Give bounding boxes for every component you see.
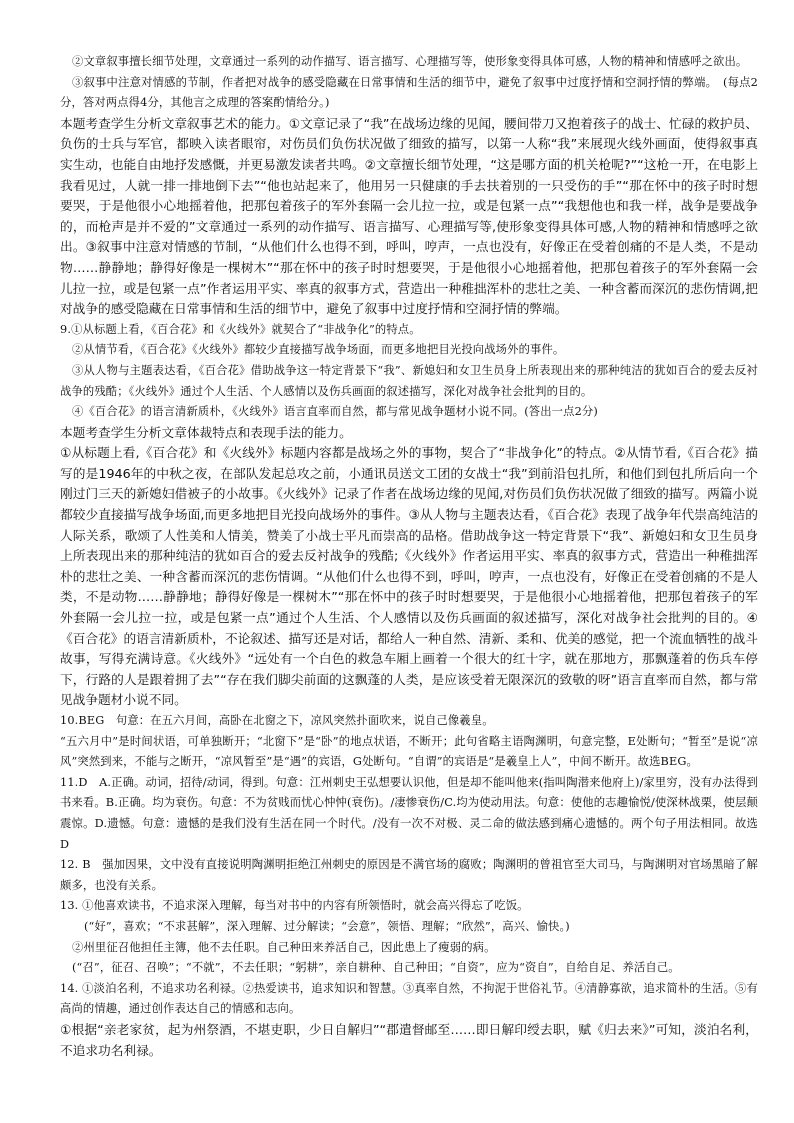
answer-9-point-4: ④《百合花》的语言清新质朴，《火线外》语言直率而自然，都与常见战争题材小说不同。(答出一点2分) [72,405,598,419]
answer-13-part-1: 13. ①他喜欢读书，不追求深入理解，每当对书中的内容有所领悟时，就会高兴得忘了吃饭。 [60,899,529,913]
analysis-9-intro: 本题考查学生分析文章体裁特点和表现手法的能力。 [60,424,352,440]
answer-12: 12. B 强加因果，文中没有直接说明陶渊明拒绝江州刺史的原因是不满官场的腐败；陶渊明的曾祖官至大司马，与陶渊明对官场黑暗了解颇多，也没有关系。 [60,858,758,892]
answer-11: 11.D A.正确。动词，招待/动词，得到。句意：江州刺史王弘想要认识他，但是却不能叫他来(指叫陶潜来他府上)/家里穷，没有办法得到书来看。B.正确。均为衰伤。句意：不为贫贱而忧心忡忡(衰伤)。/凄惨衰伤/C.均为使动用法。句意：使他的志趣愉悦/使深林战栗，使层颠震惊。D.遗憾。句意：遗憾的是我们没有生活在同一个时代。/没有一次不对极、灵二命的做法感到痛心遗憾的。两个句子用法相同。故选D [60,775,758,851]
analysis-14: ①根据“亲老家贫，起为州祭酒，不堪吏职，少日自解归”“郡遣督邮至……即日解印绶去职，赋《归去来》”可知，淡泊名利，不追求功名利禄。 [60,1021,758,1058]
answer-9-point-3: ③从人物与主题表达看，《百合花》借助战争这一特定背景下“我”、新媳妇和女卫生员身上所表现出来的那种纯洁的犹如百合的爱去反衬战争的残酷；《火线外》通过个人生活、个人感情以及伤兵画面的叙述描写，深化对战争社会批判的目的。 [60,363,758,398]
answer-9-point-1: 9.①从标题上看，《百合花》和《火线外》就契合了“非战争化”的特点。 [60,322,421,336]
answer-13-part-1-note: (“好”，喜欢；“不求甚解”，深入理解、过分解读；“会意”，领悟、理解；“欣然”，高兴、愉快。) [84,919,570,933]
answer-13-part-2: ②州里征召他担任主簿，他不去任职。自己种田来养活自己，因此患上了瘦弱的病。 [72,940,496,954]
analysis-10: “五六月中”是时间状语，可单独断开；“北窗下”是“卧”的地点状语，不断开；此句省略主语陶渊明，句意完整，E处断句；“暂至”是说“凉风”突然到来，不能与之断开，“凉风暂至”是“遇”的宾语，G处断句。“自谓”的宾语是“是羲皇上人”，中间不断开。故选BEG。 [60,734,758,769]
answer-9-point-2: ②从情节看，《百合花》《火线外》都较少直接描写战争场面，而更多地把目光投向战场外的事件。 [72,343,565,357]
analysis-8: 本题考查学生分析文章叙事艺术的能力。①文章记录了“我”在战场边缘的见闻，腰间带刀又抱着孩子的战士、忙碌的救护员、负伤的士兵与军官，都映入读者眼帘，对伤员们负伤状况做了细致的描写，以第一人称“我”来展现火线外画面，使得叙事真实生动，也能自由地抒发感慨，并更易激发读者共鸣。②文章擅长细节处理，“这是哪方面的机关枪呢?”“这枪一开，在电影上我看见过，人就一排一排地倒下去”“他也站起来了，他用另一只健康的手去扶着别的一只受伤的手”“那在怀中的孩子时时想要哭，于是他很小心地摇着他，把那包着孩子的军外套隔一会儿拉一拉，或是包紧一点”“我想他也和我一样，战争是要战争的，而枪声是并不爱的”文章通过一系列的动作描写、语言描写、心理描写等,使形象变得具体可感,人物的精神和情感呼之欲出。③叙事中注意对情感的节制，“从他们什么也得不到，呼叫，哼声，一点也没有，好像正在受着创痛的不是人类，不是动物……静静地；静得好像是一棵树木”“那在怀中的孩子时时想要哭，于是他很小心地摇着他，把那包着孩子的军外套隔一会儿拉一拉，或是包紧一点”作者运用平实、率真的叙事方式，营造出一种稚拙浑朴的悲壮之美、一种含蓄而深沉的悲伤情调,把对战争的感受隐藏在日常事情和生活的细节中，避免了叙事中过度抒情和空洞抒情的弊端。 [60,115,758,317]
answer-8-point-2: ②文章叙事擅长细节处理，文章通过一系列的动作描写、语言描写、心理描写等，使形象变得具体可感，人物的精神和情感呼之欲出。 [72,55,748,68]
answer-8-point-3: ③叙事中注意对情感的节制，作者把对战争的感受隐藏在日常事情和生活的细节中，避免了叙事中过度抒情和空洞抒情的弊端。 (每点2分，答对两点得4分，其他言之成理的答案酌情给分。) [60,75,758,110]
answer-14: 14. ①淡泊名利，不追求功名利禄。②热爱读书，追求知识和智慧。③真率自然，不拘泥于世俗礼节。④清静寡欲，追求简朴的生活。⑤有高尚的情趣，通过创作表达自己的情感和志向。 [60,981,758,1016]
answer-13-part-2-note: (“召”，征召、召唤”；“不就”，不去任职；“躬耕”，亲自耕种、自己种田；“自资”，应为“资自”，自给自足、养活自己。 [72,961,680,975]
answer-10: 10.BEG 句意：在五六月间，高卧在北窗之下，凉风突然扑面吹来，说自己像羲皇。 [60,714,494,727]
analysis-9-body: ①从标题上看,《百合花》和《火线外》标题内容都是战场之外的事物，契合了“非战争化”的特点。②从情节看,《百合花》描写的是1946年的中秋之夜，在部队发起总攻之前，小通讯员送文工团的女战士“我”到前沿包扎所，和他们到包扎所后向一个刚过门三天的新媳妇借被子的小故事。《火线外》记录了作者在战场边缘的见闻,对伤员们负伤状况做了细致的描写。两篇小说都较少直接描写战争场面,而更多地把目光投向战场外的事件。③从人物与主题表达看，《百合花》表现了战争年代崇高纯洁的人际关系，歌颂了人性美和人情美，赞美了小战士平凡而崇高的品格。借助战争这一特定背景下“我”、新媳妇和女卫生员身上所表现出来的那种纯洁的犹如百合的爱去反衬战争的残酷;《火线外》作者运用平实、率真的叙事方式，营造出一种稚拙浑朴的悲壮之美、一种含蓄而深沉的悲伤情调。“从他们什么也得不到，呼叫，哼声，一点也没有，好像正在受着创痛的不是人类，不是动物……静静地；静得好像是一棵树木”“那在怀中的孩子时时想要哭，于是他很小心地摇着他，把那包着孩子的军外套隔一会儿拉一拉，或是包紧一点”通过个人生活、个人感情以及伤兵画面的叙述描写，深化对战争社会批判的目的。④《百合花》的语言清新质朴，不论叙述、描写还是对话，都给人一种自然、清新、柔和、优美的感觉，把一个流血牺牲的战斗故事，写得充满诗意。《火线外》“远处有一个白色的救急车厢上画着一个很大的红十字，就在那地方，那飘蓬着的伤兵车停下，行路的人是跟着拥了去”“存在我们脚尖前面的这飘蓬的人类，是应该受着无限深沉的致敬的呀”语言直率而自然，都与常见战争题材小说不同。 [60,445,758,708]
